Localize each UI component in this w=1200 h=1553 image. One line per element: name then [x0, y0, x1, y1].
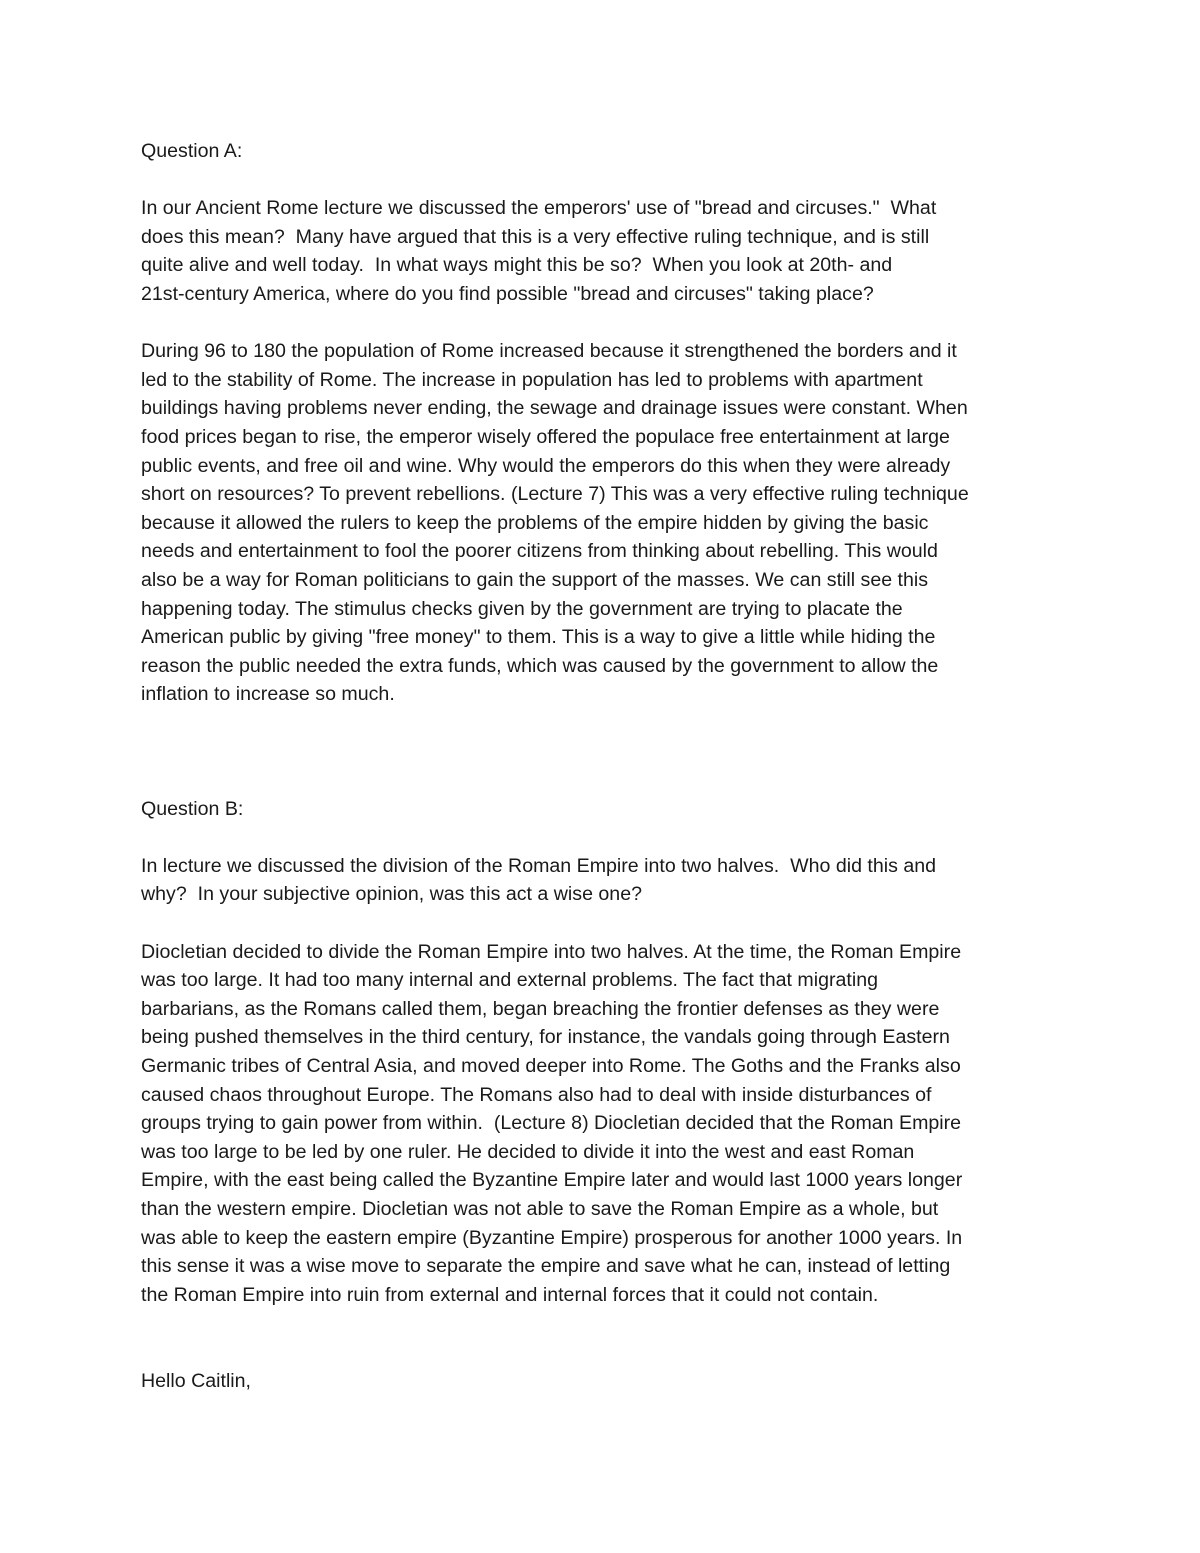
spacer: [141, 909, 1061, 938]
answer-line: this sense it was a wise move to separate the empire and save what he can, instead of letting: [141, 1255, 951, 1278]
answer-line: being pushed themselves in the third century, for instance, the vandals going through Eastern: [141, 1026, 950, 1049]
answer-line: the Roman Empire into ruin from external and internal forces that it could not contain.: [141, 1283, 879, 1306]
document-body: [141, 137, 1061, 1395]
question-b-prompt: [141, 852, 1061, 909]
spacer: [141, 823, 1061, 852]
spacer: [141, 166, 1061, 195]
answer-line: American public by giving "free money" to them. This is a way to give a little while hiding the: [141, 626, 936, 649]
answer-line: also be a way for Roman politicians to gain the support of the masses. We can still see this: [141, 568, 929, 591]
answer-line: led to the stability of Rome. The increase in population has led to problems with apartment: [141, 368, 923, 391]
answer-line: because it allowed the rulers to keep the problems of the empire hidden by giving the basic: [141, 511, 929, 534]
prompt-line: In lecture we discussed the division of the Roman Empire into two halves. Who did this and: [141, 854, 937, 877]
answer-line: than the western empire. Diocletian was not able to save the Roman Empire as a whole, but: [141, 1197, 939, 1220]
answer-line: Diocletian decided to divide the Roman Empire into two halves. At the time, the Roman Empire: [141, 940, 962, 963]
prompt-line: why? In your subjective opinion, was this act a wise one?: [141, 883, 642, 906]
spacer: [141, 709, 1061, 795]
answer-line: groups trying to gain power from within. (Lecture 8) Diocletian decided that the Roman Empire: [141, 1112, 962, 1135]
prompt-line: 21st-century America, where do you find possible "bread and circuses" taking place?: [141, 282, 874, 305]
answer-line: was too large. It had too many internal and external problems. The fact that migrating: [141, 969, 878, 992]
answer-line: was able to keep the eastern empire (Byzantine Empire) prosperous for another 1000 years. In: [141, 1226, 963, 1249]
question-a-prompt: [141, 194, 1061, 308]
question-a-answer: [141, 337, 1061, 709]
answer-line: food prices began to rise, the emperor wisely offered the populace free entertainment at large: [141, 425, 950, 448]
question-b-heading: Question B:: [141, 797, 244, 820]
answer-line: public events, and free oil and wine. Why would the emperors do this when they were already: [141, 454, 951, 477]
prompt-line: In our Ancient Rome lecture we discussed the emperors' use of "bread and circuses." What: [141, 197, 937, 220]
answer-line: buildings having problems never ending, the sewage and drainage issues were constant. When: [141, 397, 968, 420]
question-b-answer: [141, 938, 1061, 1310]
closing-greeting: Hello Caitlin,: [141, 1369, 251, 1392]
spacer: [141, 1338, 1061, 1367]
prompt-line: quite alive and well today. In what ways might this be so? When you look at 20th- and: [141, 254, 893, 277]
answer-line: reason the public needed the extra funds, which was caused by the government to allow the: [141, 654, 939, 677]
answer-line: caused chaos throughout Europe. The Romans also had to deal with inside disturbances of: [141, 1083, 932, 1106]
answer-line: was too large to be led by one ruler. He decided to divide it into the west and east Roman: [141, 1140, 915, 1163]
answer-line: inflation to increase so much.: [141, 683, 395, 706]
answer-line: needs and entertainment to fool the poorer citizens from thinking about rebelling. This would: [141, 540, 938, 563]
answer-line: happening today. The stimulus checks given by the government are trying to placate the: [141, 597, 903, 620]
spacer: [141, 309, 1061, 338]
prompt-line: does this mean? Many have argued that this is a very effective ruling technique, and is still: [141, 225, 930, 248]
answer-line: barbarians, as the Romans called them, began breaching the frontier defenses as they were: [141, 997, 940, 1020]
spacer: [141, 1309, 1061, 1338]
question-a-heading: Question A:: [141, 140, 243, 162]
answer-line: Germanic tribes of Central Asia, and moved deeper into Rome. The Goths and the Franks also: [141, 1055, 961, 1078]
answer-line: Empire, with the east being called the Byzantine Empire later and would last 1000 years longer: [141, 1169, 963, 1192]
answer-line: short on resources? To prevent rebellions. (Lecture 7) This was a very effective ruling technique: [141, 483, 969, 506]
answer-line: During 96 to 180 the population of Rome increased because it strengthened the borders and it: [141, 340, 957, 363]
